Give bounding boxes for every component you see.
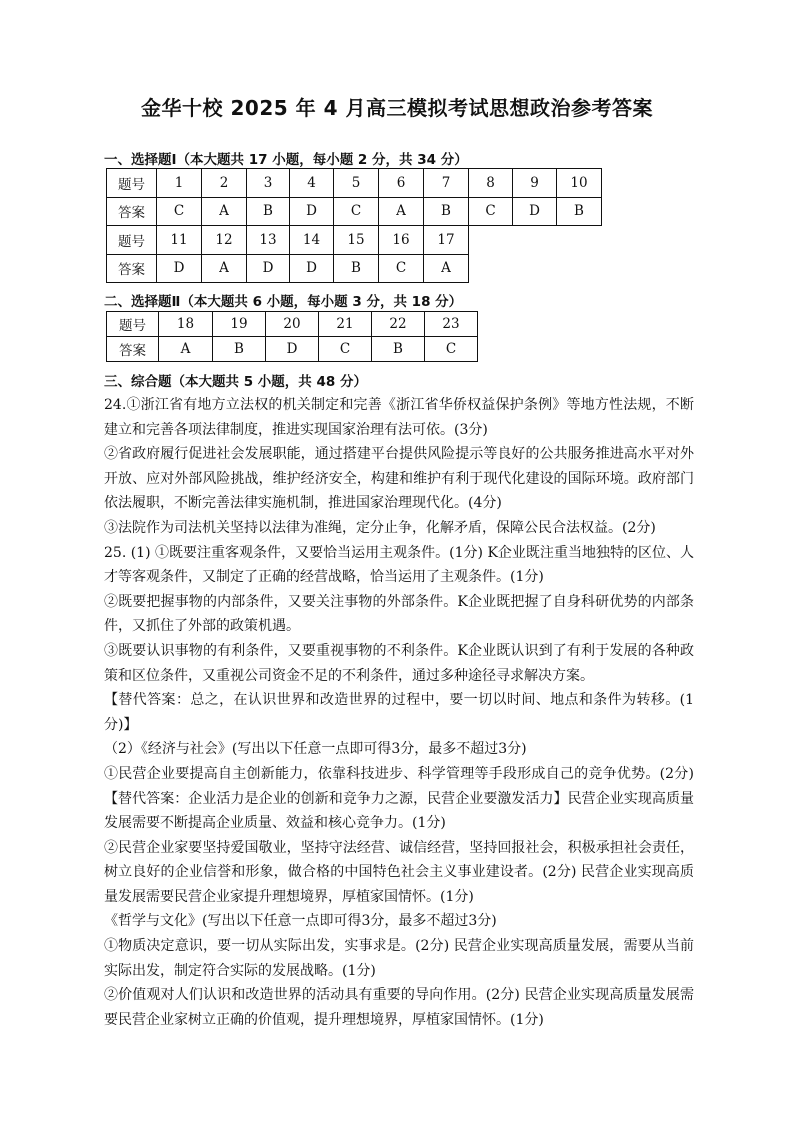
question-number: 4 [290,169,334,198]
answer-cell: D [290,254,334,283]
answer-cell: C [157,197,202,226]
question-number: 8 [469,169,513,198]
paragraph: ③法院作为司法机关坚持以法律为准绳，定分止争，化解矛盾，保障公民合法权益。(2分) [104,519,656,536]
table-row [107,254,469,283]
section1-heading: 一、选择题Ⅰ（本大题共 17 小题，每小题 2 分，共 34 分） [104,152,468,168]
answer-cell: B [557,197,602,226]
row-label-question: 题号 [107,312,159,337]
answer-cell: D [157,254,202,283]
section2-answer-table [106,311,478,362]
paragraph: ②既要把握事物的内部条件，又要关注事物的外部条件。K企业既把握了自身科研优势的内部条件，又抓住了外部的政策机遇。 [104,593,694,635]
row-label-answer: 答案 [107,254,157,283]
paragraph: ①民营企业要提高自主创新能力，依靠科技进步、科学管理等手段形成自己的竞争优势。(2分)【替代答案：企业活力是企业的创新和竞争力之源，民营企业要激发活力】民营企业实现高质量发展需要不断提高企业质量、效益和核心竞争力。(1分) [104,765,694,832]
paragraph: ②民营企业家要坚持爱国敬业，坚持守法经营、诚信经营，坚持回报社会，积极承担社会责任，树立良好的企业信誉和形象，做合格的中国特色社会主义事业建设者。(2分) 民营企业实现高质量发展需要民营企业家提升理想境界，厚植家国情怀。(1分) [104,839,694,905]
answer-cell: D [247,254,290,283]
table-row [107,197,602,226]
question-number: 11 [157,226,202,255]
question-number: 13 [247,226,290,255]
answer-cell: C [319,337,372,362]
question-number: 3 [247,169,290,198]
question-number: 7 [424,169,469,198]
question-number: 14 [290,226,334,255]
section1-answer-table-part2 [106,225,469,283]
answer-cell: B [334,254,379,283]
answer-cell: D [290,197,334,226]
question-number: 23 [425,312,478,337]
answer-cell: A [159,337,213,362]
question-number: 6 [379,169,424,198]
question-number: 2 [202,169,247,198]
paragraph: 【替代答案：总之，在认识世界和改造世界的过程中，要一切以时间、地点和条件为转移。(1分)】 [104,692,694,733]
question-number: 19 [213,312,266,337]
question-number: 17 [424,226,469,255]
table-row [107,169,602,198]
answer-cell: C [379,254,424,283]
row-label-answer: 答案 [107,337,159,362]
question-number: 12 [202,226,247,255]
answer-cell: C [425,337,478,362]
question-number: 9 [513,169,557,198]
page-title: 金华十校 2025 年 4 月高三模拟考试思想政治参考答案 [141,96,653,120]
row-label-answer: 答案 [107,197,157,226]
paragraph: （2）《经济与社会》(写出以下任意一点即可得3分，最多不超过3分) [104,741,527,758]
paragraph: 《哲学与文化》(写出以下任意一点即可得3分，最多不超过3分) [104,913,497,930]
question-number: 15 [334,226,379,255]
question-number: 22 [372,312,425,337]
question-number: 20 [266,312,319,337]
paragraph: ②价值观对人们认识和改造世界的活动具有重要的导向作用。(2分) 民营企业实现高质量发展需要民营企业家树立正确的价值观，提升理想境界，厚植家国情怀。(1分) [104,987,694,1028]
table-row [107,312,478,337]
answer-cell: C [469,197,513,226]
question-number: 5 [334,169,379,198]
question-number: 10 [557,169,602,198]
answer-cell: A [202,254,247,283]
answer-cell: B [247,197,290,226]
section3-body [104,393,694,1032]
answer-cell: D [513,197,557,226]
question-number: 21 [319,312,372,337]
paragraph: ②省政府履行促进社会发展职能，通过搭建平台提供风险提示等良好的公共服务推进高水平对外开放、应对外部风险挑战，维护经济安全，构建和维护有利于现代化建设的国际环境。政府部门依法履职，不断完善法律实施机制，推进国家治理现代化。(4分) [104,446,694,512]
answer-cell: A [379,197,424,226]
section3-heading: 三、综合题（本大题共 5 小题，共 48 分） [104,374,367,390]
question-number: 16 [379,226,424,255]
question-number: 18 [159,312,213,337]
answer-cell: C [334,197,379,226]
section1-answer-table [106,168,602,226]
answer-cell: A [202,197,247,226]
answer-cell: B [213,337,266,362]
paragraph: 24.①浙江省有地方立法权的机关制定和完善《浙江省华侨权益保护条例》等地方性法规，不断建立和完善各项法律制度，推进实现国家治理有法可依。(3分) [104,397,694,438]
paragraph: ①物质决定意识，要一切从实际出发，实事求是。(2分) 民营企业实现高质量发展，需要从当前实际出发，制定符合实际的发展战略。(1分) [104,938,694,979]
row-label-question: 题号 [107,226,157,255]
table-row [107,226,469,255]
row-label-question: 题号 [107,169,157,198]
answer-cell: B [372,337,425,362]
paragraph: ③既要认识事物的有利条件，又要重视事物的不利条件。K企业既认识到了有利于发展的各种政策和区位条件，又重视公司资金不足的不利条件，通过多种途径寻求解决方案。 [104,642,694,684]
table-row [107,337,478,362]
question-number: 1 [157,169,202,198]
answer-cell: A [424,254,469,283]
section2-heading: 二、选择题Ⅱ（本大题共 6 小题，每小题 3 分，共 18 分） [104,294,463,310]
answer-cell: D [266,337,319,362]
paragraph: 25. (1) ①既要注重客观条件，又要恰当运用主观条件。(1分) K企业既注重当地独特的区位、人才等客观条件，又制定了正确的经营战略，恰当运用了主观条件。(1分) [104,544,694,586]
answer-cell: B [424,197,469,226]
